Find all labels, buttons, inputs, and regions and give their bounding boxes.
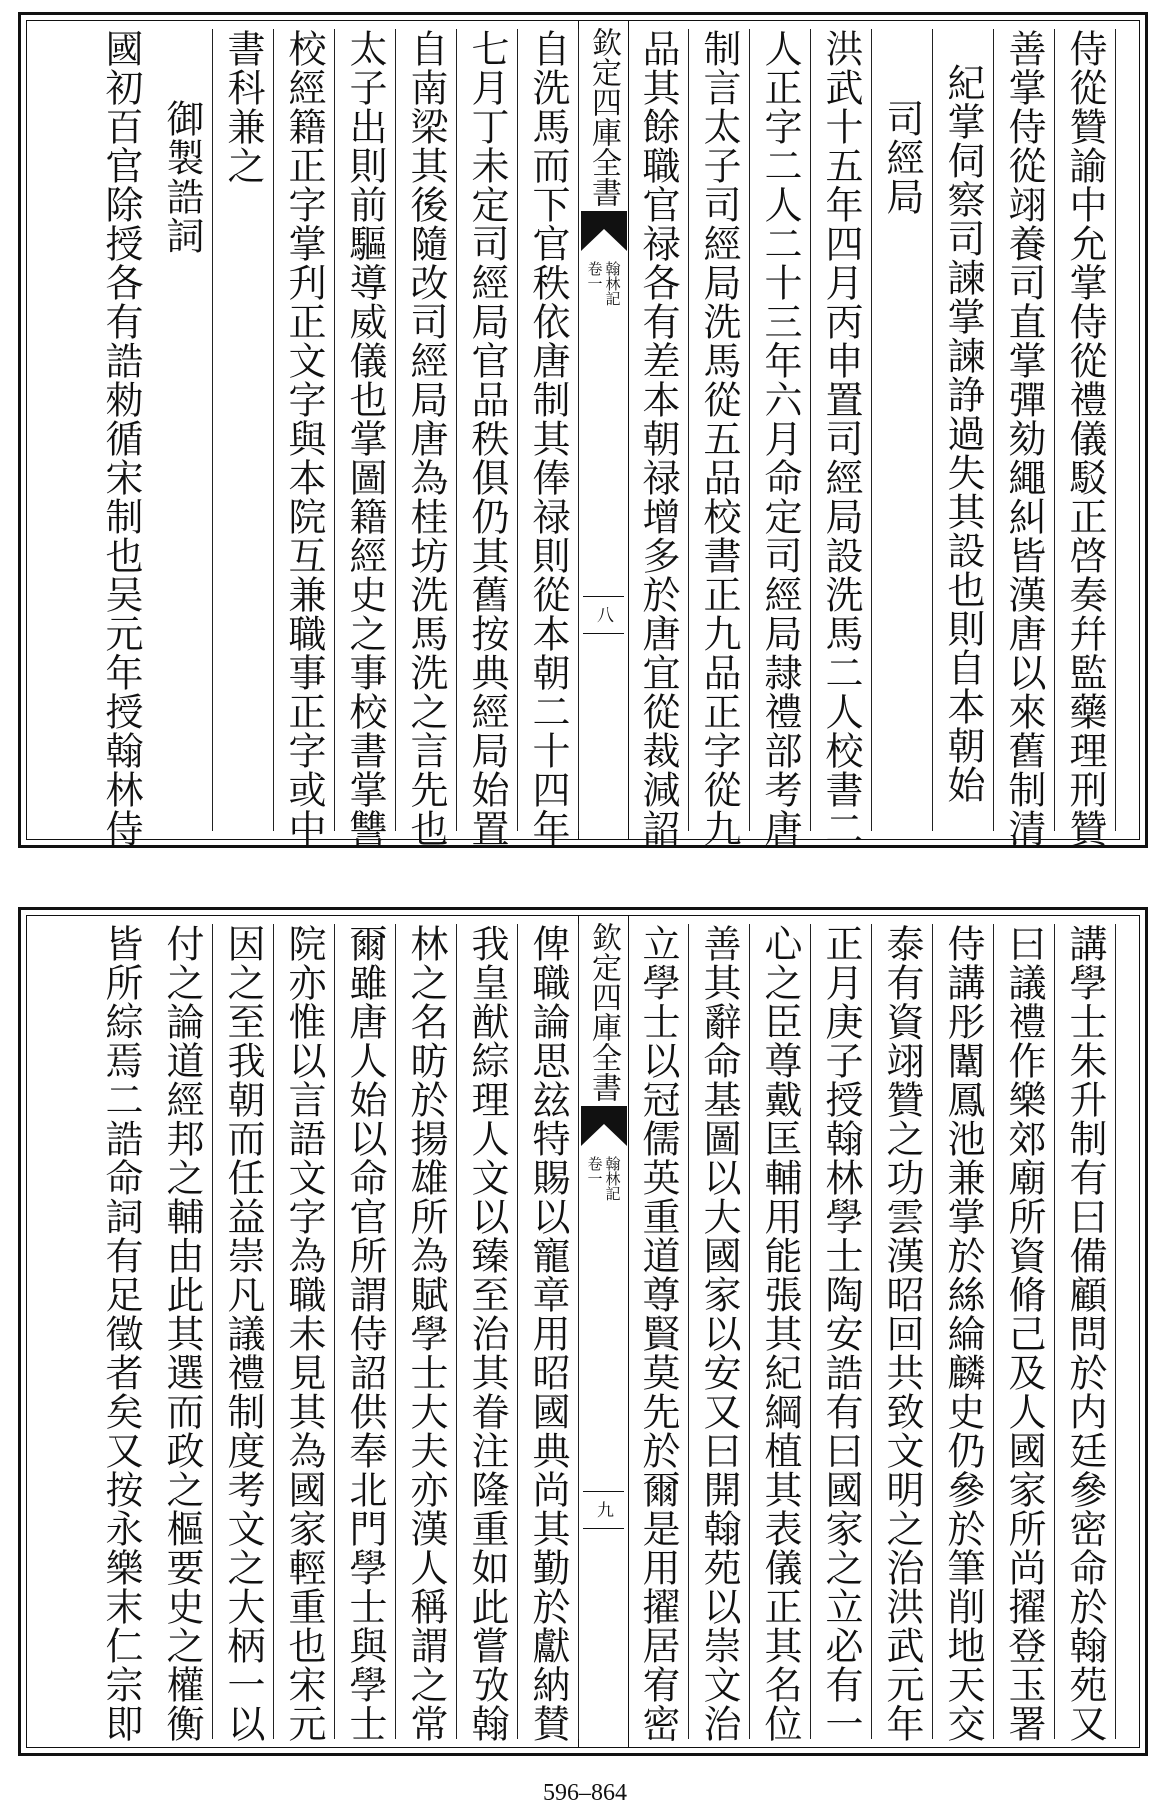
page-number-rule bbox=[583, 1528, 624, 1529]
column-text: 侍講彤闈鳳池兼掌於絲綸麟史仍參於筆削地天交 bbox=[941, 924, 985, 1743]
column-text: 司經局 bbox=[880, 99, 924, 216]
top-page-frame bbox=[18, 12, 1148, 848]
column-text: 洪武十五年四月丙申置司經局設洗馬二人校書二 bbox=[819, 29, 863, 848]
fish-tail-mark-icon bbox=[581, 211, 627, 251]
center-fold-column bbox=[578, 21, 629, 839]
column-text: 校經籍正字掌刋正文字與本院互兼職事正字或中 bbox=[282, 29, 326, 848]
column-text: 院亦惟以言語文字為職未見其為國家輕重也宋元 bbox=[282, 924, 326, 1743]
column-text: 善其辭命基圖以大國家以安又曰開翰苑以崇文治 bbox=[697, 924, 741, 1743]
text-column bbox=[810, 29, 872, 848]
column-text: 書科兼之 bbox=[221, 29, 265, 185]
center-subtitle bbox=[587, 261, 621, 306]
center-page-number: 九 bbox=[593, 1501, 613, 1518]
column-text: 我皇猷綜理人文以臻至治其眷注隆重如此嘗攷翰 bbox=[465, 924, 509, 1743]
text-column bbox=[932, 924, 994, 1743]
column-text: 國初百官除授各有誥勑循宋制也吴元年授翰林侍 bbox=[99, 29, 143, 848]
text-column bbox=[871, 924, 933, 1743]
center-subtitle bbox=[587, 1156, 621, 1201]
text-column bbox=[395, 924, 457, 1743]
page-footer-number: 596–864 bbox=[543, 1780, 627, 1806]
fish-tail-mark-icon bbox=[581, 1106, 627, 1146]
text-column bbox=[90, 924, 151, 1743]
column-text: 爾雖唐人始以命官所謂侍詔供奉北門學士與學士 bbox=[343, 924, 387, 1743]
bottom-page-frame bbox=[18, 907, 1148, 1756]
text-column bbox=[151, 924, 213, 1743]
text-column bbox=[273, 29, 335, 848]
column-text: 正月庚子授翰林學士陶安誥有曰國家之立必有一 bbox=[819, 924, 863, 1743]
text-column bbox=[90, 29, 151, 848]
column-text: 侍從贊諭中允掌侍從禮儀駁正啓奏幷監藥理刑贊 bbox=[1063, 29, 1107, 848]
text-column bbox=[334, 924, 396, 1743]
column-text: 自南梁其後隨改司經局唐為桂坊洗馬洗之言先也 bbox=[404, 29, 448, 848]
column-text: 泰有資翊贊之功雲漢昭回共致文明之治洪武元年 bbox=[880, 924, 924, 1743]
column-text: 紀掌伺察司諫掌諫諍過失其設也則自本朝始 bbox=[941, 63, 985, 804]
text-column bbox=[932, 29, 994, 831]
column-text: 御製誥詞 bbox=[160, 99, 204, 255]
text-column bbox=[871, 29, 933, 831]
column-text: 曰議禮作樂郊廟所資脩己及人國家所尚擢登玉署 bbox=[1002, 924, 1046, 1743]
column-text: 善掌侍從翊養司直掌彈劾繩糾皆漢唐以來舊制清 bbox=[1002, 29, 1046, 848]
center-book-title: 欽定四庫全書 bbox=[586, 27, 621, 207]
text-column bbox=[517, 29, 579, 848]
center-fold-column bbox=[578, 916, 629, 1747]
center-book-name: 翰林記 bbox=[603, 261, 622, 306]
text-column bbox=[1054, 29, 1116, 848]
text-column bbox=[395, 29, 457, 848]
text-column bbox=[749, 924, 811, 1743]
text-column bbox=[212, 29, 274, 831]
column-text: 皆所綜焉二誥命詞有足徵者矣又按永樂末仁宗即 bbox=[99, 924, 143, 1743]
center-book-title: 欽定四庫全書 bbox=[586, 922, 621, 1102]
text-column bbox=[688, 29, 750, 848]
column-text: 制言太子司經局洗馬從五品校書正九品正字從九 bbox=[697, 29, 741, 848]
column-text: 太子出則前驅導威儀也掌圖籍經史之事校書掌讐 bbox=[343, 29, 387, 848]
column-text: 林之名昉於揚雄所為賦學士大夫亦漢人稱謂之常 bbox=[404, 924, 448, 1743]
text-column bbox=[273, 924, 335, 1743]
column-text: 立學士以冠儒英重道尊賢莫先於爾是用擢居宥密 bbox=[636, 924, 680, 1743]
column-text: 人正字二人二十三年六月命定司經局隷禮部考唐 bbox=[758, 29, 802, 848]
text-column bbox=[993, 924, 1055, 1743]
text-column bbox=[688, 924, 750, 1743]
center-volume: 卷一 bbox=[585, 261, 604, 291]
column-text: 品其餘職官禄各有差本朝禄增多於唐宜從裁減詔 bbox=[636, 29, 680, 848]
center-book-name: 翰林記 bbox=[603, 1156, 622, 1201]
column-text: 心之臣尊戴匡輔用能張其紀綱植其表儀正其名位 bbox=[758, 924, 802, 1743]
text-column bbox=[456, 924, 518, 1743]
center-page-number: 八 bbox=[593, 606, 613, 623]
page-number-rule bbox=[583, 596, 624, 597]
text-column bbox=[334, 29, 396, 848]
text-column bbox=[810, 924, 872, 1743]
text-column bbox=[627, 29, 689, 848]
column-text: 因之至我朝而任益崇凡議禮制度考文之大柄一以 bbox=[221, 924, 265, 1743]
text-column bbox=[517, 924, 579, 1743]
text-column bbox=[456, 29, 518, 848]
text-column bbox=[212, 924, 274, 1743]
text-column bbox=[749, 29, 811, 848]
text-column bbox=[993, 29, 1055, 848]
text-column bbox=[151, 29, 213, 831]
center-volume: 卷一 bbox=[585, 1156, 604, 1186]
text-column bbox=[627, 924, 689, 1743]
text-column bbox=[1054, 924, 1116, 1743]
column-text: 付之論道經邦之輔由此其選而政之樞要史之權衡 bbox=[160, 924, 204, 1743]
page-number-rule bbox=[583, 633, 624, 634]
column-text: 自洗馬而下官秩依唐制其俸禄則從本朝二十四年 bbox=[526, 29, 570, 848]
column-text: 講學士朱升制有曰備顧問於内廷參密命於翰苑又 bbox=[1063, 924, 1107, 1743]
column-text: 俾職論思玆特賜以寵章用昭國典尚其勤於獻納賛 bbox=[526, 924, 570, 1743]
column-text: 七月丁未定司經局官品秩俱仍其舊按典經局始置 bbox=[465, 29, 509, 848]
page-number-rule bbox=[583, 1491, 624, 1492]
